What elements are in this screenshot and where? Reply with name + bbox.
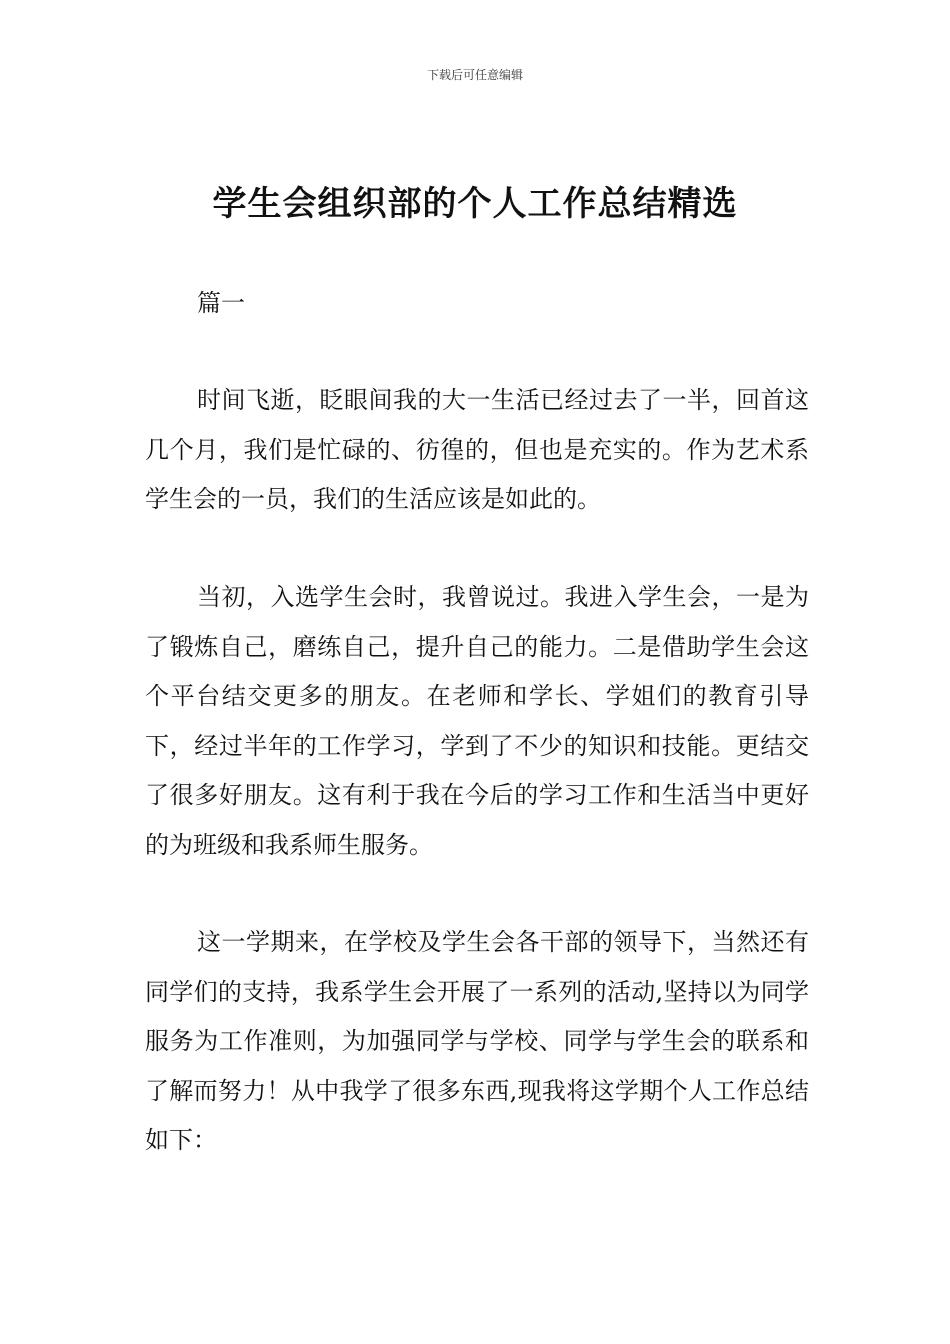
header-note: 下载后可任意编辑 xyxy=(426,68,523,82)
section-label: 篇一 xyxy=(197,289,245,317)
paragraph-2: 当初，入选学生会时，我曾说过。我进入学生会，一是为了锻炼自己，磨练自己，提升自己的能力。二是借助学生会这个平台结交更多的朋友。在老师和学长、学姐们的教育引导下，经过半年的工作学习，学到了不少的知识和技能。更结交了很多好朋友。这有利于我在今后的学习工作和生活当中更好的为班级和我系师生服务。 xyxy=(145,583,809,859)
paragraph-1: 时间飞逝，眨眼间我的大一生活已经过去了一半，回首这几个月，我们是忙碌的、彷徨的，但也是充实的。作为艺术系学生会的一员，我们的生活应该是如此的。 xyxy=(145,386,809,514)
document-title: 学生会组织部的个人工作总结精选 xyxy=(212,184,738,224)
paragraph-3: 这一学期来，在学校及学生会各干部的领导下，当然还有同学们的支持，我系学生会开展了一系列的活动,坚持以为同学服务为工作准则，为加强同学与学校、同学与学生会的联系和了解而努力！从中我学了很多东西,现我将这学期个人工作总结如下： xyxy=(145,928,809,1155)
